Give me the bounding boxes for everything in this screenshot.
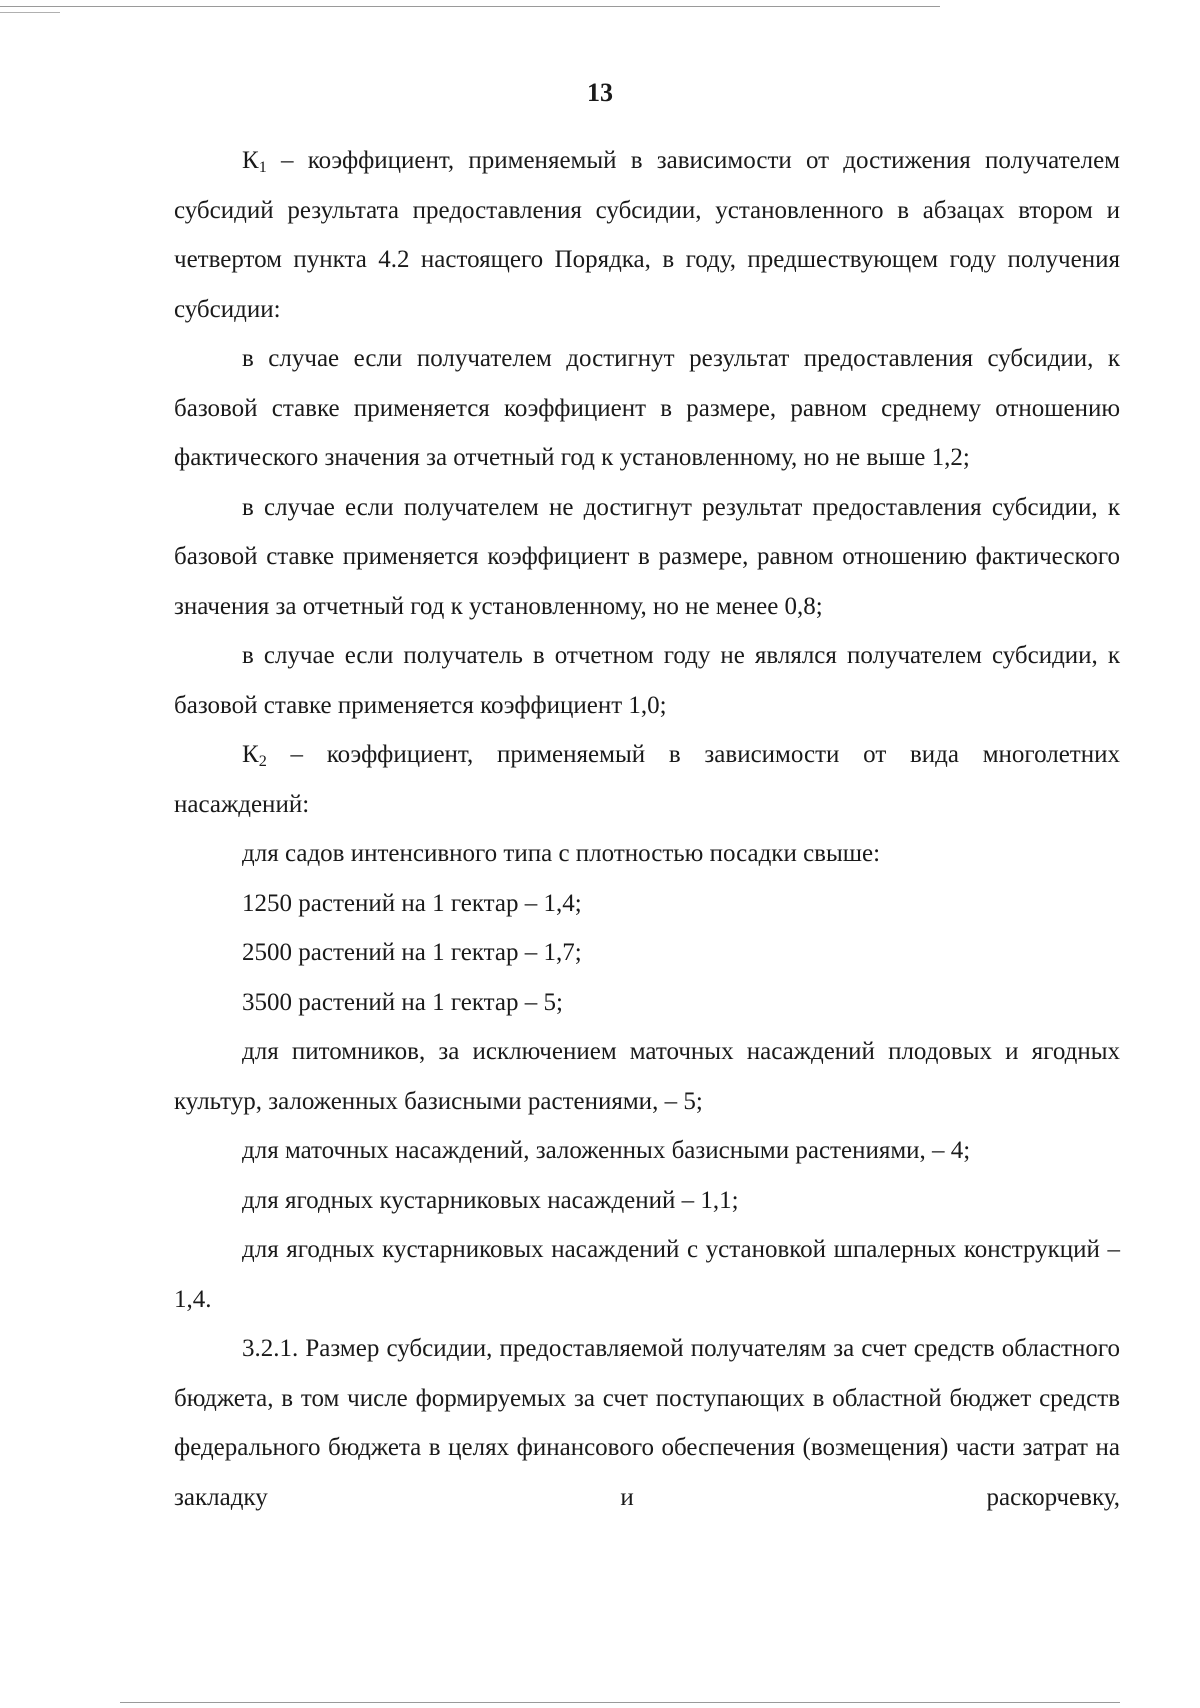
paragraph: для ягодных кустарниковых насаждений с установкой шпалерных конструкций – 1,4. (174, 1236, 1120, 1313)
list-item: 3500 растений на 1 гектар – 5; (242, 988, 563, 1016)
paragraph: для маточных насаждений, заложенных базисными растениями, – 4; (242, 1137, 971, 1164)
paragraph-k2: $К_2$ – коэффициент, применяемый в зависимости от вида многолетних насаждений: (174, 741, 1120, 818)
paragraph: в случае если получателем достигнут результат предоставления субсидии, к базовой ставке применяется коэффициент в размере, равном среднему отношению фактического значения за отчетный год к установленному, но не выше 1,2; (174, 345, 1120, 471)
document-body (174, 136, 1120, 1522)
scan-edge-line (0, 12, 60, 13)
list-item: 2500 растений на 1 гектар – 1,7; (242, 939, 582, 966)
paragraph: для садов интенсивного типа с плотностью посадки свыше: (242, 840, 881, 867)
page-number: 13 (587, 78, 613, 107)
paragraph-k1: $К_1$ – коэффициент, применяемый в зависимости от достижения получателем субсидий результата предоставления субсидии, установленного в абзацах втором и четвертом пункта 4.2 настоящего Порядка, в году, предшествующем году получения субсидии: (174, 147, 1120, 323)
list-item: 1250 растений на 1 гектар – 1,4; (242, 889, 582, 917)
paragraph: в случае если получателем не достигнут результат предоставления субсидии, к базовой ставке применяется коэффициент в размере, равном отношению фактического значения за отчетный год к установленному, но не менее 0,8; (174, 493, 1120, 620)
scan-edge-line (0, 6, 940, 7)
paragraph: для ягодных кустарниковых насаждений – 1,1; (242, 1186, 739, 1214)
paragraph: в случае если получатель в отчетном году не являлся получателем субсидии, к базовой ставке применяется коэффициент 1,0; (174, 642, 1120, 719)
paragraph-3-2-1: 3.2.1. Размер субсидии, предоставляемой получателям за счет средств областного бюджета, в том числе формируемых за счет поступающих в областной бюджет средств федерального бюджета в целях финансового обеспечения (возмещения) части затрат на закладку и раскорчевку, (174, 1335, 1120, 1511)
paragraph: для питомников, за исключением маточных насаждений плодовых и ягодных культур, заложенных базисными растениями, – 5; (174, 1038, 1120, 1115)
scan-edge-line (120, 1702, 1120, 1703)
